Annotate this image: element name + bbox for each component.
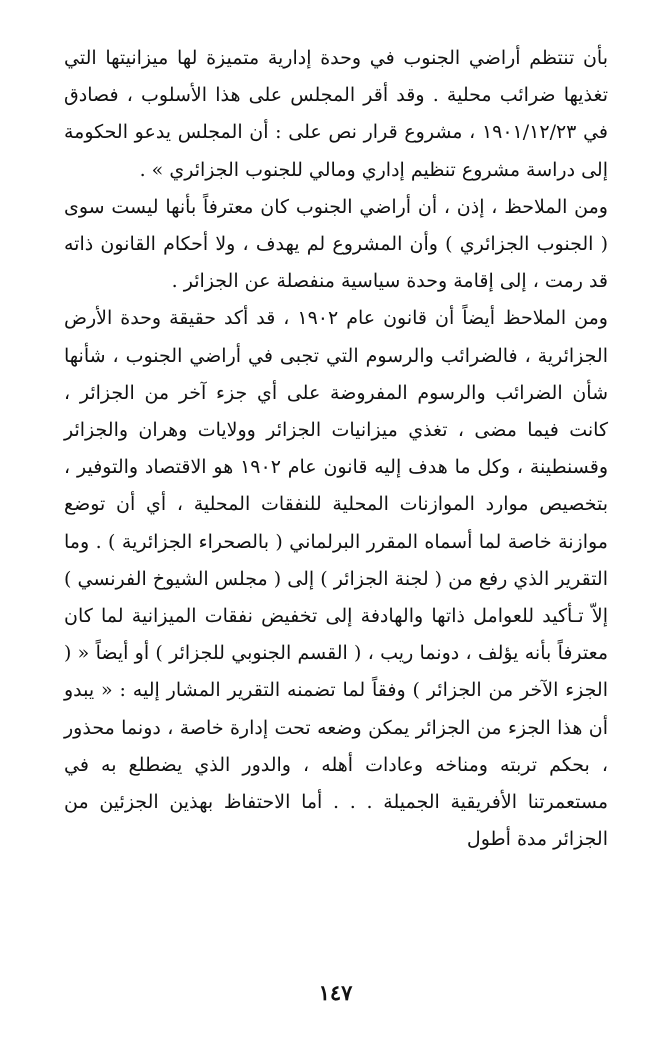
paragraph-3: ومن الملاحظ أيضاً أن قانون عام ١٩٠٢ ، قد أكد حقيقة وحدة الأرض الجزائرية ، فالضرائب والرسوم التي تجبى في أراضي الجنوب ، شأنها شأن الضرائب والرسوم المفروضة على أي جزء آخر من الجزائر ، كانت فيما مضى ، تغذي ميزانيات الجزائر وولايات وهران والجزائر وقسنطينة ، وكل ما هدف إليه قانون عام ١٩٠٢ هو الاقتصاد والتوفير ، بتخصيص موارد الموازنات المحلية للنفقات المحلية ، أي أن توضع موازنة خاصة لما أسماه المقرر البرلماني ( بالصحراء الجزائرية ) . وما التقرير الذي رفع من ( لجنة الجزائر ) إلى ( مجلس الشيوخ الفرنسي ) إلاّ تـأكيد للعوامل ذاتها والهادفة إلى تخفيض نفقات الميزانية لما كان معترفاً بأنه يؤلف ، دونما ريب ، ( القسم الجنوبي للجزائر ) أو أيضاً « ( الجزء الآخر من الجزائر ) وفقاً لما تضمنه التقرير المشار إليه : « يبدو أن هذا الجزء من الجزائر يمكن وضعه تحت إدارة خاصة ، دونما محذور ، بحكم تربته ومناخه وعادات أهله ، والدور الذي يضطلع به في مستعمرتنا الأفريقية الجميلة . . . أما الاحتفاظ بهذين الجزئين من الجزائر مدة أطول [64, 307, 609, 851]
paragraph-1: بأن تنتظم أراضي الجنوب في وحدة إدارية متميزة لها ميزانيتها التي تغذيها ضرائب محلية . وقد أقر المجلس على هذا الأسلوب ، فصادق في ١٩٠١/١٢/٢٣ ، مشروع قرار نص على : أن المجلس يدعو الحكومة إلى دراسة مشروع تنظيم إداري ومالي للجنوب الجزائري » . [64, 47, 608, 181]
page-body [64, 40, 608, 1040]
paragraph-2: ومن الملاحظ ، إذن ، أن أراضي الجنوب كان معترفاً بأنها ليست سوى ( الجنوب الجزائري ) وأن المشروع لم يهدف ، ولا أحكام القانون ذاته قد رمت ، إلى إقامة وحدة سياسية منفصلة عن الجزائر . [64, 195, 608, 293]
page-number: ١٤٧ [318, 980, 353, 1005]
